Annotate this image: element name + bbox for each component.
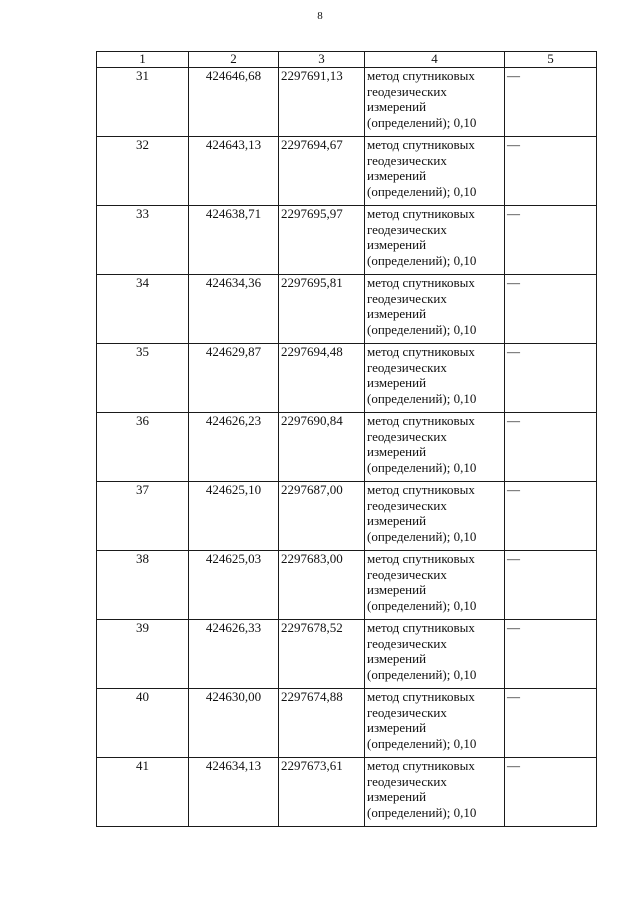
note-cell: —	[505, 275, 597, 344]
method-text-line: измерений	[367, 168, 427, 183]
method-text-line: (определений); 0,10	[367, 459, 477, 475]
x-coordinate-cell: 424625,03	[189, 551, 279, 620]
table-row	[97, 68, 597, 137]
method-cell	[365, 689, 505, 758]
x-coordinate-cell: 424643,13	[189, 137, 279, 206]
table-row	[97, 551, 597, 620]
x-coordinate-cell: 424626,33	[189, 620, 279, 689]
method-text-line: (определений); 0,10	[367, 390, 477, 406]
table-row	[97, 620, 597, 689]
method-cell	[365, 275, 505, 344]
method-text-line: геодезических	[367, 497, 447, 513]
note-cell: —	[505, 620, 597, 689]
method-text-line: геодезических	[367, 152, 447, 168]
method-text-line: метод спутниковых	[367, 344, 475, 359]
method-text-line: геодезических	[367, 428, 447, 444]
point-number-cell: 37	[97, 482, 189, 551]
method-text-line: измерений	[367, 306, 427, 321]
method-text-line: измерений	[367, 237, 427, 252]
y-coordinate-cell: 2297694,48	[279, 344, 365, 413]
point-number-cell: 41	[97, 758, 189, 827]
table-row	[97, 689, 597, 758]
point-number-cell: 36	[97, 413, 189, 482]
y-coordinate-cell: 2297695,97	[279, 206, 365, 275]
method-text-line: геодезических	[367, 359, 447, 375]
column-header-3: 3	[279, 52, 365, 68]
point-number-cell: 31	[97, 68, 189, 137]
point-number-cell: 38	[97, 551, 189, 620]
method-text-line: геодезических	[367, 290, 447, 306]
y-coordinate-cell: 2297687,00	[279, 482, 365, 551]
column-header-4: 4	[365, 52, 505, 68]
note-cell: —	[505, 137, 597, 206]
method-text-line: метод спутниковых	[367, 551, 475, 566]
y-coordinate-cell: 2297674,88	[279, 689, 365, 758]
method-text-line: (определений); 0,10	[367, 183, 477, 199]
table-row	[97, 206, 597, 275]
method-text-line: (определений); 0,10	[367, 321, 477, 337]
method-cell	[365, 68, 505, 137]
method-text-line: (определений); 0,10	[367, 804, 477, 820]
point-number-cell: 34	[97, 275, 189, 344]
x-coordinate-cell: 424630,00	[189, 689, 279, 758]
method-cell	[365, 344, 505, 413]
method-text-line: (определений); 0,10	[367, 666, 477, 682]
note-cell: —	[505, 689, 597, 758]
method-text-line: (определений); 0,10	[367, 528, 477, 544]
y-coordinate-cell: 2297694,67	[279, 137, 365, 206]
method-text-line: измерений	[367, 651, 427, 666]
x-coordinate-cell: 424629,87	[189, 344, 279, 413]
method-text-line: геодезических	[367, 221, 447, 237]
point-number-cell: 33	[97, 206, 189, 275]
note-cell: —	[505, 482, 597, 551]
column-header-1: 1	[97, 52, 189, 68]
method-text-line: метод спутниковых	[367, 137, 475, 152]
method-text-line: метод спутниковых	[367, 689, 475, 704]
table-row	[97, 482, 597, 551]
point-number-cell: 35	[97, 344, 189, 413]
y-coordinate-cell: 2297695,81	[279, 275, 365, 344]
method-text-line: (определений); 0,10	[367, 252, 477, 268]
table-row	[97, 344, 597, 413]
point-number-cell: 39	[97, 620, 189, 689]
method-text-line: метод спутниковых	[367, 413, 475, 428]
table-row	[97, 137, 597, 206]
point-number-cell: 32	[97, 137, 189, 206]
y-coordinate-cell: 2297691,13	[279, 68, 365, 137]
method-text-line: (определений); 0,10	[367, 597, 477, 613]
table-row	[97, 758, 597, 827]
y-coordinate-cell: 2297690,84	[279, 413, 365, 482]
method-text-line: измерений	[367, 720, 427, 735]
method-text-line: геодезических	[367, 773, 447, 789]
x-coordinate-cell: 424634,13	[189, 758, 279, 827]
method-text-line: метод спутниковых	[367, 620, 475, 635]
note-cell: —	[505, 413, 597, 482]
method-text-line: геодезических	[367, 704, 447, 720]
method-text-line: измерений	[367, 99, 427, 114]
method-text-line: геодезических	[367, 635, 447, 651]
method-text-line: метод спутниковых	[367, 275, 475, 290]
method-text-line: измерений	[367, 513, 427, 528]
column-header-5: 5	[505, 52, 597, 68]
note-cell: —	[505, 758, 597, 827]
point-number-cell: 40	[97, 689, 189, 758]
y-coordinate-cell: 2297683,00	[279, 551, 365, 620]
method-text-line: метод спутниковых	[367, 758, 475, 773]
method-cell	[365, 206, 505, 275]
method-text-line: (определений); 0,10	[367, 735, 477, 751]
x-coordinate-cell: 424634,36	[189, 275, 279, 344]
method-text-line: измерений	[367, 375, 427, 390]
method-text-line: геодезических	[367, 566, 447, 582]
y-coordinate-cell: 2297673,61	[279, 758, 365, 827]
method-cell	[365, 758, 505, 827]
note-cell: —	[505, 344, 597, 413]
x-coordinate-cell: 424646,68	[189, 68, 279, 137]
method-text-line: геодезических	[367, 83, 447, 99]
page-number: 8	[317, 10, 323, 22]
x-coordinate-cell: 424638,71	[189, 206, 279, 275]
method-cell	[365, 620, 505, 689]
method-text-line: (определений); 0,10	[367, 114, 477, 130]
method-text-line: метод спутниковых	[367, 482, 475, 497]
note-cell: —	[505, 206, 597, 275]
table-row	[97, 413, 597, 482]
method-cell	[365, 137, 505, 206]
method-text-line: измерений	[367, 444, 427, 459]
note-cell: —	[505, 551, 597, 620]
x-coordinate-cell: 424625,10	[189, 482, 279, 551]
table-row	[97, 275, 597, 344]
x-coordinate-cell: 424626,23	[189, 413, 279, 482]
coordinates-table	[96, 51, 597, 827]
table-header-row	[97, 52, 597, 68]
table-body	[97, 68, 597, 827]
method-cell	[365, 482, 505, 551]
y-coordinate-cell: 2297678,52	[279, 620, 365, 689]
note-cell: —	[505, 68, 597, 137]
method-text-line: измерений	[367, 582, 427, 597]
column-header-2: 2	[189, 52, 279, 68]
method-cell	[365, 413, 505, 482]
method-text-line: измерений	[367, 789, 427, 804]
method-cell	[365, 551, 505, 620]
method-text-line: метод спутниковых	[367, 206, 475, 221]
method-text-line: метод спутниковых	[367, 68, 475, 83]
